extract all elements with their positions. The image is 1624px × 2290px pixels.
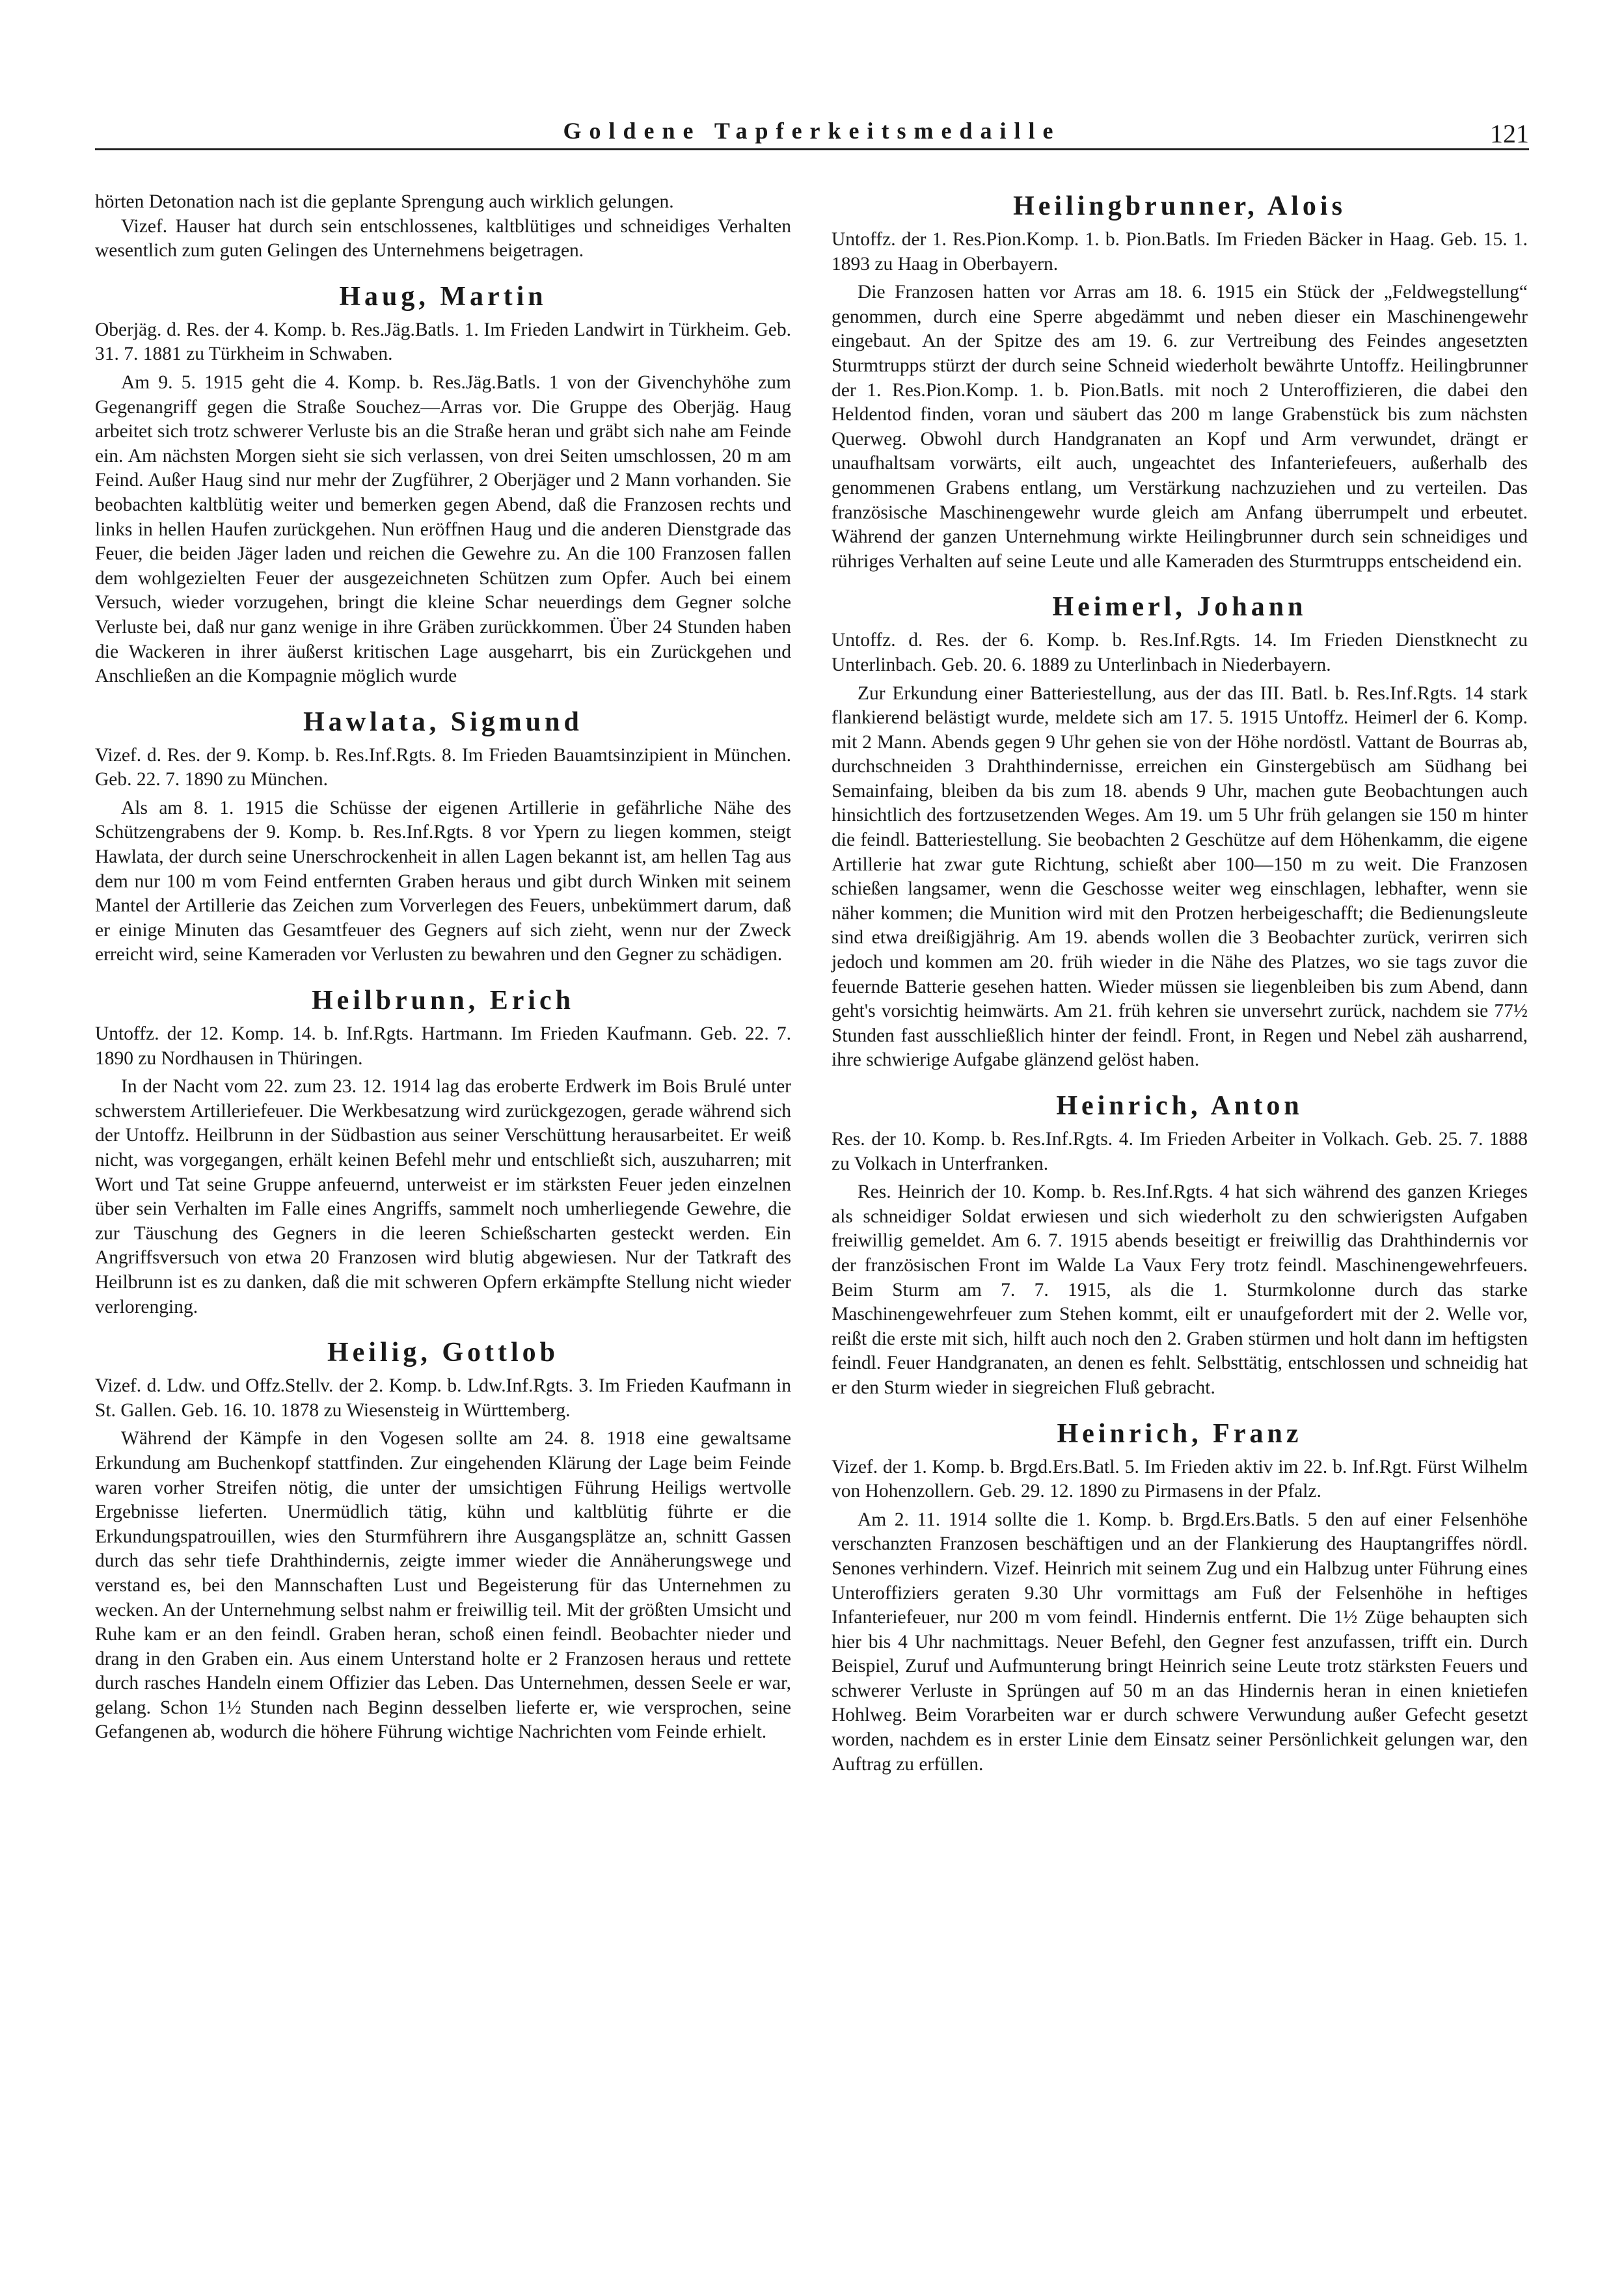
entry-service-info: Vizef. d. Res. der 9. Komp. b. Res.Inf.Rgts. 8. Im Frieden Bauamtsinzipient in München. Geb. 22. 7. 1890 zu München. <box>95 744 791 790</box>
entry-body-paragraph: Am 9. 5. 1915 geht die 4. Komp. b. Res.Jäg.Batls. 1 von der Givenchyhöhe zum Gegenangriff gegen die Straße Souchez—Arras vor. Die Gruppe des Oberjäg. Haug arbeitet sich trotz schwerer Verluste bis an die Straße heran und gräbt sich nahe am Feinde ein. Am nächsten Morgen sieht sie sich verlassen, von drei Seiten umschlossen, 20 m am Feind. Außer Haug sind nur mehr der Zugführer, 2 Oberjäger und 2 Mann vorhanden. Sie beobachten kaltblütig weiter und bemerken gegen Abend, daß die Franzosen rechts und links in hellen Haufen zurückgehen. Nun eröffnen Haug und die anderen Dienstgrade das Feuer, die beiden Jäger laden und reichen die Gewehre zu. An die 100 Franzosen fallen dem wohlgezielten Feuer der ausgezeichneten Schützen zum Opfer. Auch bei einem Versuch, wieder vorzugehen, bringt die kleine Schar neuerdings dem Gegner solche Verluste bei, daß nur ganz wenige in ihre Gräben zurückkommen. Über 24 Stunden haben die Wackeren in ihrer äußerst kritischen Lage ausgeharrt, bis ein Zurückgehen und Anschließen an die Kompagnie möglich wurde <box>95 371 791 687</box>
entry-body-paragraph: Res. Heinrich der 10. Komp. b. Res.Inf.Rgts. 4 hat sich während des ganzen Krieges als schneidiger Soldat erwiesen und sich wiederholt zu den schwierigsten Aufgaben freiwillig gemeldet. Am 6. 7. 1915 abends beseitigt er freiwillig das Drahthindernis vor der französischen Front im Walde La Vaux Fery trotz feindl. Maschinengewehrfeuers. Beim Sturm am 7. 7. 1915, als die 1. Sturmkolonne durch das starke Maschinengewehrfeuer zum Stehen kommt, eilt er unaufgefordert mit der 2. Welle vor, reißt die erste mit sich, hilft auch noch den 2. Graben stürmen und holt dann im heftigsten feindl. Feuer Handgranaten, an denen es fehlt. Selbsttätig, entschlossen und schneidig hat er den Sturm wieder in siegreichen Fluß gebracht. <box>832 1181 1528 1398</box>
running-header <box>95 117 1529 150</box>
running-title: Goldene Tapferkeitsmedaille <box>563 118 1061 144</box>
entry-name-heading: Heilingbrunner, Alois <box>1013 191 1346 221</box>
entry-name-heading: Hawlata, Sigmund <box>303 707 583 737</box>
entry-name-heading: Heinrich, Franz <box>1057 1418 1303 1449</box>
entry-service-info: Vizef. der 1. Komp. b. Brgd.Ers.Batl. 5. Im Frieden aktiv im 22. b. Inf.Rgt. Fürst Wilhelm von Hohenzollern. Geb. 29. 12. 1890 zu Pirmasens in der Pfalz. <box>832 1456 1528 1502</box>
entry-body-paragraph: Während der Kämpfe in den Vogesen sollte am 24. 8. 1918 eine gewaltsame Erkundung am Buchenkopf stattfinden. Zur eingehenden Klärung der Lage beim Feinde waren vorher Streifen nötig, die unter der umsichtigen Führung Heiligs wertvolle Ergebnisse lieferten. Unermüdlich tätig, kühn und kaltblütig führte er die Erkundungspatrouillen, wies den Sturmführern ihre Ausgangsplätze an, schnitt Gassen durch das sehr tiefe Drahthindernis, zeigte immer wieder die Annäherungswege und verstand es, bei den Mannschaften Lust und Begeisterung für das Unternehmen zu wecken. An der Unternehmung selbst nahm er freiwillig teil. Mit der größten Umsicht und Ruhe kam er an den feindl. Graben heran, schoß einen feindl. Beobachter nieder und drang in den Graben ein. Aus einem Unterstand holte er 2 Franzosen heraus und rettete durch rasches Handeln einem Offizier das Leben. Das Unternehmen, dessen Seele er war, gelang. Schon 1½ Stunden nach Beginn desselben lieferte er, wie versprochen, seine Gefangenen ab, wodurch die höhere Führung wichtige Nachrichten vom Feinde erhielt. <box>95 1428 791 1743</box>
entry-service-info: Untoffz. der 12. Komp. 14. b. Inf.Rgts. Hartmann. Im Frieden Kaufmann. Geb. 22. 7. 1890 zu Nordhausen in Thüringen. <box>95 1023 791 1069</box>
entry-body-paragraph: Die Franzosen hatten vor Arras am 18. 6. 1915 ein Stück der „Feldwegstellung“ genommen, durch eine Sperre abgedämmt und neben dieser ein Maschinengewehr eingebaut. An der Spitze des am 19. 6. zur Vertreibung des Feindes angesetzten Sturmtrupps stürzt der durch seine Schneid wiederholt bewährte Untoffz. Heilingbrunner der 1. Res.Pion.Komp. 1. b. Pion.Batls. mit noch 2 Unteroffizieren, die dabei den Heldentod finden, voran und säubert das 200 m lange Grabenstück bis zum nächsten Querweg. Obwohl durch Handgranaten an Kopf und Arm verwundet, drängt er unaufhaltsam vorwärts, eilt auch, ungeachtet des Infanteriefeuers, außerhalb des genommenen Grabens entlang, um Verstärkung nachzuziehen und zu verteilen. Das französische Maschinengewehr wurde gleich am Anfang überrumpelt und erbeutet. Während der ganzen Unternehmung wirkte Heilingbrunner durch sein schneidiges und rühriges Verhalten auf seine Leute und alle Kameraden des Sturmtrupps entscheidend ein. <box>832 282 1528 572</box>
entry-name-heading: Heilig, Gottlob <box>327 1338 559 1368</box>
entry <box>832 190 1528 574</box>
entry-service-info: Untoffz. der 1. Res.Pion.Komp. 1. b. Pion.Batls. Im Frieden Bäcker in Haag. Geb. 15. 1. 1893 zu Haag in Oberbayern. <box>832 229 1528 275</box>
right-entries <box>832 190 1528 1777</box>
entry-name-heading: Heinrich, Anton <box>1056 1091 1303 1121</box>
entry <box>95 1336 791 1745</box>
entry <box>832 1090 1528 1401</box>
entry-name-heading: Heilbrunn, Erich <box>311 986 575 1016</box>
page-number: 121 <box>1490 119 1529 148</box>
entry-service-info: Untoffz. d. Res. der 6. Komp. b. Res.Inf.Rgts. 14. Im Frieden Dienstknecht zu Unterlinbach. Geb. 20. 6. 1889 zu Unterlinbach in Niederbayern. <box>832 630 1528 675</box>
entry-body-paragraph: Zur Erkundung einer Batteriestellung, aus der das III. Batl. b. Res.Inf.Rgts. 14 stark flankierend belästigt wurde, meldete sich am 17. 5. 1915 Untoffz. Heimerl der 6. Komp. mit 2 Mann. Abends gegen 9 Uhr gehen sie von der Höhe nordöstl. Vattant de Bourras ab, durchschneiden 3 Drahthindernisse, erreichen ein Ginstergebüsch am Südhang bei Semainfaing, bleiben da bis zum 18. abends 9 Uhr, machen gute Beobachtungen auch hinsichtlich des fortzusetzenden Weges. Am 19. um 5 Uhr früh gelangen sie 150 m hinter die feindl. Batteriestellung. Sie beobachten 2 Geschütze auf dem Höhenkamm, die eigene Artillerie hat zwar gute Richtung, schießt aber 100—150 m zu weit. Die Franzosen schießen langsamer, wenn die Geschosse weiter weg einschlagen, lebhafter, wenn sie näher kommen; die Munition wird mit den Protzen herbeigeschafft; die Bedienungsleute sind etwa dreißigjährig. Am 19. abends wollen die 3 Beobachter zurück, verirren sich jedoch und kommen am 20. früh wieder in die Nähe des Platzes, wo sie tags zuvor die feuernde Batterie gesehen hatten. Wieder müssen sie liegenbleiben bis zum Abend, dann geht's vorsichtig heimwärts. Am 21. früh kehren sie unversehrt zurück, nachdem sie 77½ Stunden fast ausschließlich hinter der feindl. Front, in Regen und Nebel zäh ausharrend, ihre schwierige Aufgabe glänzend gelöst haben. <box>832 682 1528 1071</box>
left-entries <box>95 280 791 1745</box>
entry-service-info: Oberjäg. d. Res. der 4. Komp. b. Res.Jäg.Batls. 1. Im Frieden Landwirt in Türkheim. Geb. 31. 7. 1881 zu Türkheim in Schwaben. <box>95 319 791 365</box>
intro-paragraph: hörten Detonation nach ist die geplante Sprengung auch wirklich gelungen. <box>95 191 674 212</box>
entry-body-paragraph: Als am 8. 1. 1915 die Schüsse der eigenen Artillerie in gefährliche Nähe des Schützengrabens der 9. Komp. b. Res.Inf.Rgts. 8 vor Ypern zu liegen kommen, steigt Hawlata, der durch seine Unerschrockenheit in allen Lagen bekannt ist, am hellen Tag aus dem nur 100 m vom Feind entfernten Graben heraus und gibt durch Winken mit seinem Mantel der Artillerie das Zeichen zum Vorverlegen des Feuers, unbekümmert darum, daß er einige Minuten das Gesamtfeuer des Gegners auf sich zieht, wenn nur der Zweck erreicht wird, seine Kameraden vor Verlusten zu bewahren und den Gegner zu schädigen. <box>95 797 791 965</box>
entry-service-info: Res. der 10. Komp. b. Res.Inf.Rgts. 4. Im Frieden Arbeiter in Volkach. Geb. 25. 7. 1888 zu Volkach in Unterfranken. <box>832 1129 1528 1174</box>
intro-paragraph: Vizef. Hauser hat durch sein entschlossenes, kaltblütiges und schneidiges Verhalten wesentlich zum guten Gelingen des Unternehmens beigetragen. <box>95 215 791 262</box>
left-column <box>95 190 791 1745</box>
entry-service-info: Vizef. d. Ldw. und Offz.Stellv. der 2. Komp. b. Ldw.Inf.Rgts. 3. Im Frieden Kaufmann in St. Gallen. Geb. 16. 10. 1878 zu Wiesensteig in Württemberg. <box>95 1375 791 1421</box>
entry-body-paragraph: Am 2. 11. 1914 sollte die 1. Komp. b. Brgd.Ers.Batls. 5 den auf einer Felsenhöhe verschanzten Franzosen beschäftigen und an der Flankierung des Hauptangriffes nördl. Senones verhindern. Vizef. Heinrich mit seinem Zug und ein Halbzug unter Führung eines Unteroffiziers geraten 9.30 Uhr vormittags am Fuß der Felsenhöhe in heftiges Infanteriefeuer, nur 200 m vom feindl. Hindernis entfernt. Die 1½ Züge behaupten sich hier bis 4 Uhr nachmittags. Neuer Befehl, den Gegner fest anzufassen, trifft ein. Durch Beispiel, Zuruf und Aufmunterung bringt Heinrich seine Leute trotz stärksten Feuers und schwerer Verluste in Sprüngen auf 50 m an das Hindernis heran in einen knietiefen Hohlweg. Beim Vorarbeiten war er durch schwere Verwundung außer Gefecht gesetzt worden, nachdem es in erster Linie dem Einsatz seiner Persönlichkeit gelungen war, den Auftrag zu erfüllen. <box>832 1509 1528 1775</box>
entry-body-paragraph: In der Nacht vom 22. zum 23. 12. 1914 lag das eroberte Erdwerk im Bois Brulé unter schwerstem Artilleriefeuer. Die Werkbesatzung wird zurückgezogen, gerade während sich der Untoffz. Heilbrunn in der Südbastion aus seiner Verschüttung herausarbeitet. Er weiß nicht, was vorgegangen, erhält keinen Befehl mehr und entschließt sich, auszuharren; mit Wort und Tat seine Gruppe anfeuernd, unterweist er im stärksten Feuer jeden einzelnen über sein Verhalten im Falle eines Angriffs, sammelt noch umherliegende Gewehre, die zur Täuschung des Gegners in die leeren Schießscharten gesteckt werden. Ein Angriffsversuch von etwa 20 Franzosen wird blutig abgewiesen. Nur der Tatkraft des Heilbrunn ist es zu danken, daß die mit schweren Opfern erkämpfte Stellung nicht wieder verlorenging. <box>95 1076 791 1317</box>
entry <box>95 280 791 689</box>
entry <box>832 591 1528 1073</box>
entry <box>95 984 791 1319</box>
entry-name-heading: Haug, Martin <box>339 281 547 312</box>
entry <box>95 706 791 967</box>
right-column <box>832 190 1528 1777</box>
entry-name-heading: Heimerl, Johann <box>1052 592 1307 623</box>
entry <box>832 1418 1528 1777</box>
